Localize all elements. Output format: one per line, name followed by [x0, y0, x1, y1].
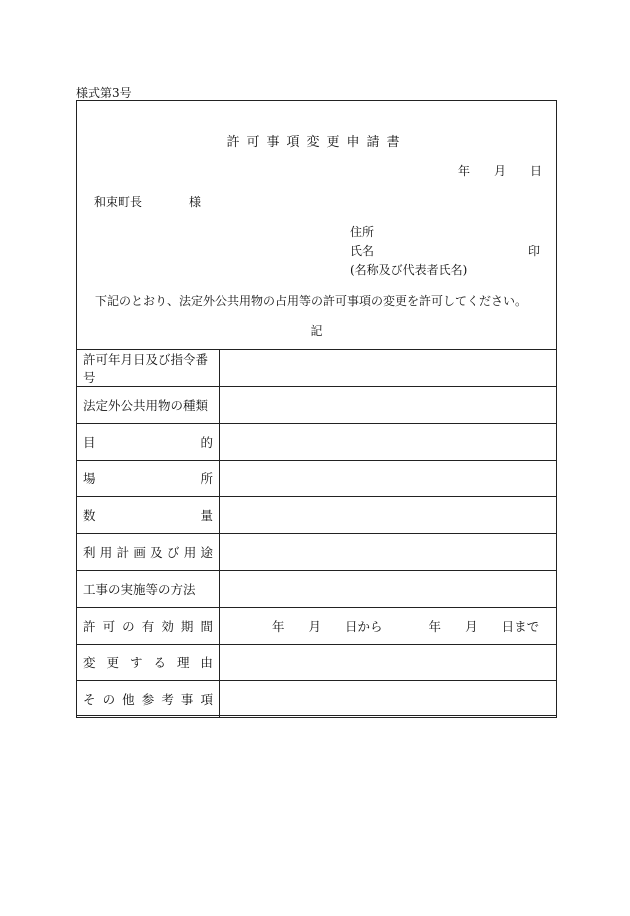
label-char: 場 — [83, 471, 96, 487]
row-value-cell[interactable] — [220, 423, 557, 460]
table-row — [77, 460, 557, 497]
to-year-label: 年 — [428, 618, 442, 634]
label-char: 項 — [200, 692, 213, 708]
label-char: 可 — [102, 618, 116, 634]
label-char: 期 — [180, 618, 194, 634]
label-char: の — [122, 618, 135, 634]
label-char: 他 — [122, 692, 135, 708]
label-char: 数 — [83, 508, 96, 524]
record-label: 記 — [310, 324, 323, 338]
row-label-cell — [77, 534, 220, 571]
table-row — [77, 387, 557, 424]
label-char: 用 — [183, 545, 197, 561]
label-char: 利 — [83, 545, 96, 561]
row-label — [83, 690, 213, 708]
table-row — [77, 497, 557, 534]
row-value-cell[interactable] — [220, 350, 557, 387]
row-label-cell — [77, 497, 220, 534]
row-label-cell — [77, 423, 220, 460]
label-char: 計 — [116, 545, 130, 561]
honorific: 様 — [189, 195, 202, 209]
row-label-cell — [77, 570, 220, 607]
table-row — [77, 644, 557, 681]
label-char: 理 — [176, 655, 190, 671]
row-label-cell — [77, 607, 220, 644]
label-char: 効 — [161, 618, 174, 634]
label-char: 目 — [83, 434, 96, 450]
date-month-label: 月 — [494, 164, 507, 178]
label-char: 用 — [99, 545, 113, 561]
row-label-cell — [77, 387, 220, 424]
applicant-name-label: 氏名 — [350, 244, 375, 258]
label-char: す — [129, 655, 143, 671]
label-char: る — [153, 655, 166, 671]
label-char: 途 — [200, 545, 213, 561]
label-char: 間 — [200, 618, 213, 634]
label-char: 事 — [180, 692, 194, 708]
table-row — [77, 681, 557, 718]
form-number: 様式第3号 — [76, 86, 132, 100]
label-char: 由 — [200, 655, 213, 671]
from-month-label: 月 — [308, 618, 322, 634]
row-label — [83, 617, 213, 635]
from-day-label: 日から — [345, 618, 383, 634]
label-char: 的 — [200, 434, 213, 450]
document-title: 許可事項変更申請書 — [226, 135, 407, 150]
row-value-cell[interactable] — [220, 644, 557, 681]
table-row — [77, 423, 557, 460]
row-label — [83, 653, 213, 671]
label-char: 有 — [141, 618, 155, 634]
row-label-cell — [77, 644, 220, 681]
row-label — [83, 433, 213, 451]
row-label — [83, 543, 213, 561]
label-char: の — [102, 692, 116, 708]
to-month-label: 月 — [465, 618, 478, 634]
date-year-label: 年 — [458, 164, 471, 178]
table-row — [77, 570, 557, 607]
row-label-cell — [77, 460, 220, 497]
row-label-cell — [77, 681, 220, 718]
row-value-cell[interactable] — [220, 607, 557, 644]
row-label — [83, 506, 213, 524]
addressee: 和束町長 — [94, 195, 143, 209]
label-char: そ — [83, 692, 96, 708]
details-table — [76, 349, 557, 718]
label-char: 量 — [200, 508, 213, 524]
request-statement: 下記のとおり、法定外公共用物の占用等の許可事項の変更を許可してください。 — [95, 294, 528, 308]
row-label-cell — [77, 350, 220, 387]
application-form — [76, 100, 557, 716]
row-value-cell[interactable] — [220, 387, 557, 424]
row-value-cell[interactable] — [220, 497, 557, 534]
label-char: 考 — [161, 692, 174, 708]
row-value-cell[interactable] — [220, 460, 557, 497]
label-char: 画 — [133, 545, 146, 561]
label-char: び — [166, 545, 180, 561]
label-char: 及 — [150, 545, 163, 561]
representative-label: (名称及び代表者氏名) — [350, 263, 468, 277]
label-char: 参 — [141, 692, 155, 708]
applicant-address-label: 住所 — [350, 225, 375, 239]
label-char: 所 — [200, 471, 213, 487]
row-label — [83, 469, 213, 487]
label-char: 許 — [83, 618, 96, 634]
table-row — [77, 607, 557, 644]
row-label: 工事の実施等の方法 — [83, 581, 196, 597]
from-year-label: 年 — [272, 618, 285, 634]
to-day-label: 日まで — [501, 618, 540, 634]
seal-mark: 印 — [528, 244, 541, 258]
row-value-cell[interactable] — [220, 681, 557, 718]
validity-period — [220, 617, 556, 635]
table-row — [77, 350, 557, 387]
row-label: 許可年月日及び指令番号 — [83, 352, 209, 385]
label-char: 更 — [106, 655, 119, 671]
date-day-label: 日 — [530, 164, 543, 178]
row-label: 法定外公共用物の種類 — [83, 397, 209, 413]
row-value-cell[interactable] — [220, 534, 557, 571]
label-char: 変 — [83, 655, 96, 671]
table-row — [77, 534, 557, 571]
row-value-cell[interactable] — [220, 570, 557, 607]
